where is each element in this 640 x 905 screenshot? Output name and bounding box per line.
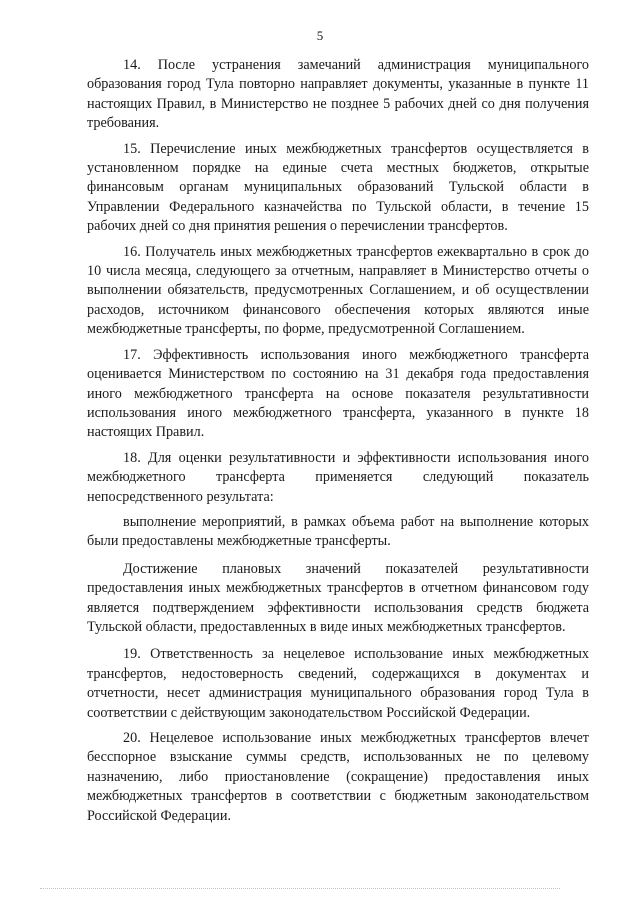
paragraph-19: 19. Ответственность за нецелевое использование иных межбюджетных трансфертов, недостоверность сведений, содержащихся в документах и отчетности, несет администрация муниципального образования город Тула в соответствии с действующим законодательством Российской Федерации. bbox=[87, 646, 589, 721]
paragraph-14: 14. После устранения замечаний администрация муниципального образования город Тула повторно направляет документы, указанные в пункте 11 настоящих Правил, в Министерство не позднее 5 рабочих дней со дня получения требования. bbox=[87, 57, 589, 132]
paragraph-20: 20. Нецелевое использование иных межбюджетных трансфертов влечет бесспорное взыскание суммы средств, использованных не по целевому назначению, либо приостановление (сокращение) предоставления иных межбюджетных трансфертов в соответствии с бюджетным законодательством Российской Федерации. bbox=[87, 730, 589, 824]
paragraph-18: 18. Для оценки результативности и эффективности использования иного межбюджетного трансферта применяется следующий показатель непосредственного результата: bbox=[87, 449, 589, 505]
document-body bbox=[87, 56, 589, 826]
paragraph-15: 15. Перечисление иных межбюджетных трансфертов осуществляется в установленном порядке на единые счета местных бюджетов, открытые финансовым органам муниципальных образований Тульской области в Управлении Федерального казначейства по Тульской области, в течение 15 рабочих дней со дня принятия решения о перечислении трансфертов. bbox=[87, 140, 589, 235]
page-number: 5 bbox=[316, 28, 324, 43]
paragraph-18-indicator: выполнение мероприятий, в рамках объема работ на выполнение которых были предоставлены межбюджетные трансферты. bbox=[87, 513, 589, 550]
scan-edge-divider bbox=[40, 888, 560, 890]
paragraph-16: 16. Получатель иных межбюджетных трансфертов ежеквартально в срок до 10 числа месяца, следующего за отчетным, направляет в Министерство отчеты о выполнении обязательств, предусмотренных Соглашением, и об осуществлении расходов, источником финансового обеспечения которых являются иные межбюджетные трансферты, по форме, предусмотренной Соглашением. bbox=[87, 243, 589, 338]
paragraph-18-achievement: Достижение плановых значений показателей результативности предоставления иных межбюджетных трансфертов в отчетном финансовом году является подтверждением эффективности использования средств бюджета Тульской области, предоставленных в виде иных межбюджетных трансфертов. bbox=[87, 560, 589, 635]
paragraph-17: 17. Эффективность использования иного межбюджетного трансферта оценивается Министерством по состоянию на 31 декабря года предоставления иного межбюджетного трансферта на основе показателя результативности использования иного межбюджетного трансферта, указанного в пункте 18 настоящих Правил. bbox=[87, 346, 589, 441]
